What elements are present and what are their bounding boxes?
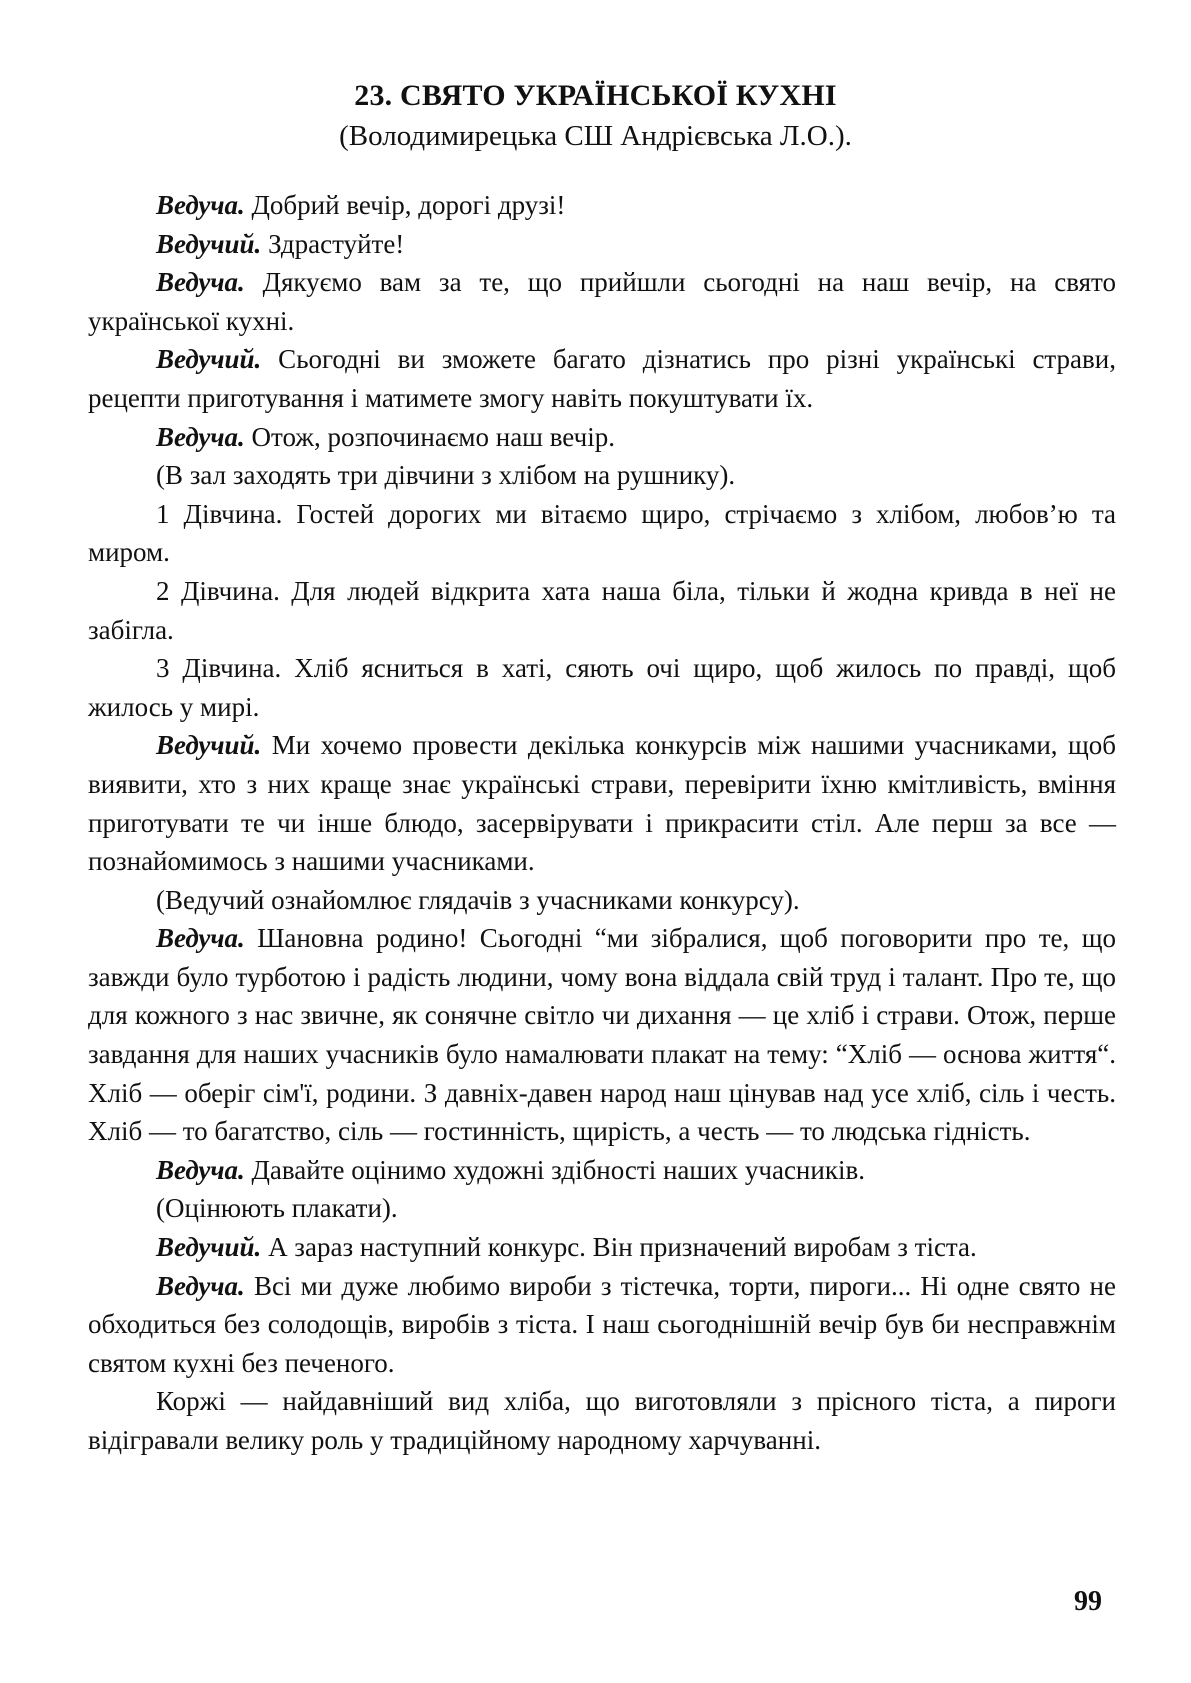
paragraph-text: Ми хочемо провести декілька конкурсів між нашими учасниками, щоб виявити, хто з них краще знає українські страви, перевірити їхню кмітливість, вміння приготувати те чи інше блюдо, засервірувати і прикрасити стіл. Але перш за все — познайомимось з нашими учасниками. xyxy=(88,730,1116,877)
paragraph xyxy=(88,919,1116,1151)
speaker-label: Ведуча. xyxy=(156,267,245,298)
paragraph xyxy=(88,1151,1116,1190)
paragraph xyxy=(88,225,1116,264)
speaker-label: Ведуча. xyxy=(156,1154,245,1185)
paragraph-text: Здрастуйте! xyxy=(261,228,405,259)
speaker-label: Ведуча. xyxy=(156,190,245,220)
speaker-label: Ведучий. xyxy=(156,730,262,761)
speaker-label: Ведучий. xyxy=(156,228,262,259)
speaker-label: Ведучий. xyxy=(156,1232,262,1263)
chapter-subtitle: (Володимирецька СШ Андрієвська Л.О.). xyxy=(339,120,852,152)
speaker-label: Ведуча. xyxy=(156,1270,245,1301)
paragraph-text: Всі ми дуже любимо вироби з тістечка, торти, пироги... Ні одне свято не обходиться без солодощів, виробів з тіста. І наш сьогоднішній вечір був би несправжнім святом кухні без печеного. xyxy=(88,1270,1116,1378)
paragraph-text: Добрий вечір, дорогі друзі! xyxy=(244,190,566,220)
paragraph-text: Давайте оцінимо художні здібності наших учасників. xyxy=(244,1154,865,1185)
paragraph xyxy=(88,1267,1116,1383)
paragraph-text: (Оцінюють плакати). xyxy=(156,1193,398,1224)
script-body xyxy=(88,186,1116,1460)
paragraph-text: Шановна родино! Сьогодні “ми зібралися, щоб поговорити про те, що завжди було турботою і радість людини, чому вона віддала свій труд і талант. Про те, що для кожного з нас звичне, як сонячне світло чи дихання — це хліб і страви. Отож, перше завдання для наших учасників було намалювати плакат на тему: “Хліб — основа життя“. Хліб — оберіг сім'ї, родини. З давніх-давен народ наш цінував над усе хліб, сіль і честь. Хліб — то багатство, сіль — гостинність, щирість, а честь — то людська гідність. xyxy=(88,923,1116,1147)
page-number: 99 xyxy=(1074,1586,1102,1617)
paragraph xyxy=(88,186,1116,225)
paragraph-text: (Ведучий ознайомлює глядачів з учасниками конкурсу). xyxy=(156,884,800,915)
paragraph xyxy=(88,495,1116,572)
chapter-header xyxy=(0,78,1191,156)
paragraph-text: (В зал заходять три дівчини з хлібом на рушнику). xyxy=(156,460,736,491)
paragraph-text: А зараз наступний конкурс. Він призначений виробам з тіста. xyxy=(261,1232,977,1263)
paragraph xyxy=(88,726,1116,880)
stage-direction xyxy=(88,1189,1116,1228)
paragraph-text: Коржі — найдавніший вид хліба, що виготовляли з прісного тіста, а пироги відігравали велику роль у традиційному народному харчуванні. xyxy=(88,1386,1116,1455)
paragraph xyxy=(88,263,1116,340)
paragraph xyxy=(88,1382,1116,1459)
paragraph-text: 2 Дівчина. Для людей відкрита хата наша біла, тільки й жодна кривда в неї не забігла. xyxy=(88,575,1116,645)
paragraph xyxy=(88,418,1116,457)
speaker-label: Ведуча. xyxy=(156,421,245,452)
paragraph xyxy=(88,649,1116,726)
paragraph-text: 3 Дівчина. Хліб ясниться в хаті, сяють очі щиро, щоб жилось по правді, щоб жилось у мирі. xyxy=(88,653,1116,722)
paragraph xyxy=(88,572,1116,649)
paragraph-text: 1 Дівчина. Гостей дорогих ми вітаємо щиро, стрічаємо з хлібом, любов’ю та миром. xyxy=(88,498,1116,568)
speaker-label: Ведуча. xyxy=(156,923,245,954)
speaker-label: Ведучий. xyxy=(156,344,262,375)
paragraph xyxy=(88,340,1116,417)
paragraph-text: Сьогодні ви зможете багато дізнатись про різні українські страви, рецепти приготування і матимете змогу навіть покуштувати їх. xyxy=(88,344,1116,413)
paragraph-text: Отож, розпочинаємо наш вечір. xyxy=(244,421,615,452)
stage-direction xyxy=(88,456,1116,495)
stage-direction xyxy=(88,881,1116,920)
chapter-title: 23. СВЯТО УКРАЇНСЬКОЇ КУХНІ xyxy=(354,79,837,112)
paragraph-text: Дякуємо вам за те, що прийшли сьогодні на наш вечір, на свято української кухні. xyxy=(88,267,1116,336)
paragraph xyxy=(88,1228,1116,1267)
